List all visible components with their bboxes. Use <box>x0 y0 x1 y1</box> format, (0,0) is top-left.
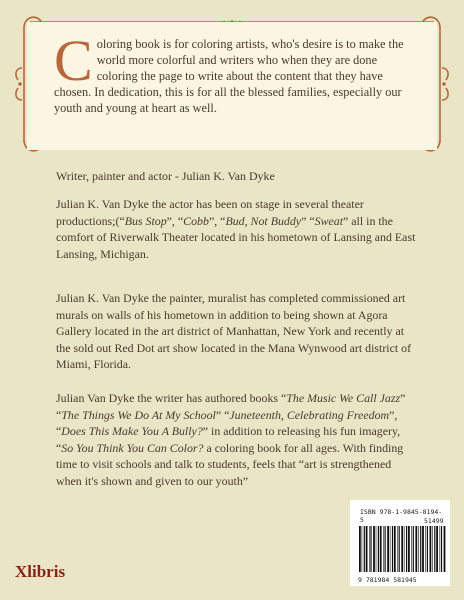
barcode-digits: 9 781984 581945 <box>358 576 417 584</box>
isbn-text: ISBN 978-1-9845-8194-5 <box>360 508 443 524</box>
title-bud-not-buddy: Bud, Not Buddy <box>225 213 302 228</box>
title-things-we-do: The Things We Do At My School <box>61 407 216 422</box>
drop-cap: C <box>54 28 93 93</box>
title-sweat: Sweat <box>314 213 344 228</box>
barcode-box <box>350 500 450 586</box>
painter-paragraph: Julian K. Van Dyke the painter, muralist has completed commissioned art murals on walls of his hometown in addition to being shown at Agora Gallery located in the art district of Manhattan, New York and recently at the sold out Red Dot art show located in the Mana Wynwood art district of Miami, Florida. <box>56 291 412 371</box>
title-juneteenth: Juneteenth, Celebrating Freedom <box>229 407 390 422</box>
title-bully: Does This Make You A Bully? <box>61 424 203 438</box>
barcode-image <box>358 526 446 574</box>
byline: Writer, painter and actor - Julian K. Van Dyke <box>56 169 275 183</box>
price-code: 51499 <box>424 517 444 525</box>
publisher-logo: Xlibris <box>15 562 66 581</box>
title-bus-stop: Bus Stop <box>124 213 167 228</box>
title-music-we-call-jazz: The Music We Call Jazz <box>286 391 401 405</box>
intro-paragraph <box>54 28 416 116</box>
writer-paragraph: Julian Van Dyke the writer has authored books “The Music We Call Jazz” “The Things We Do At My School” “Juneteenth, Celebrating Freedom”, “Does This Make You A Bully?” in addition to releasing his fun imagery, “So You Think You Can Color? a coloring book for all ages. With finding time to visit schools and talk to students, feels that “art is strengthened when it's shown and given to our youth” <box>56 391 406 488</box>
title-so-you-think: So You Think You Can Color? <box>61 440 204 455</box>
actor-paragraph: Julian K. Van Dyke the actor has been on stage in several theater productions;(“Bus Stop”, “Cobb”, “Bud, Not Buddy” “Sweat” all in the comfort of Riverwalk Theater located in his hometown of Lansing and East Lansing, Michigan. <box>56 197 416 261</box>
intro-text: oloring book is for coloring artists, who's desire is to make the world more colorful and writers who when they are done coloring the page to write about the content that they have chosen. In dedication, this is for all the blessed families, especially our youth and young at heart as well. <box>54 37 404 115</box>
title-cobb: Cobb <box>183 213 209 228</box>
